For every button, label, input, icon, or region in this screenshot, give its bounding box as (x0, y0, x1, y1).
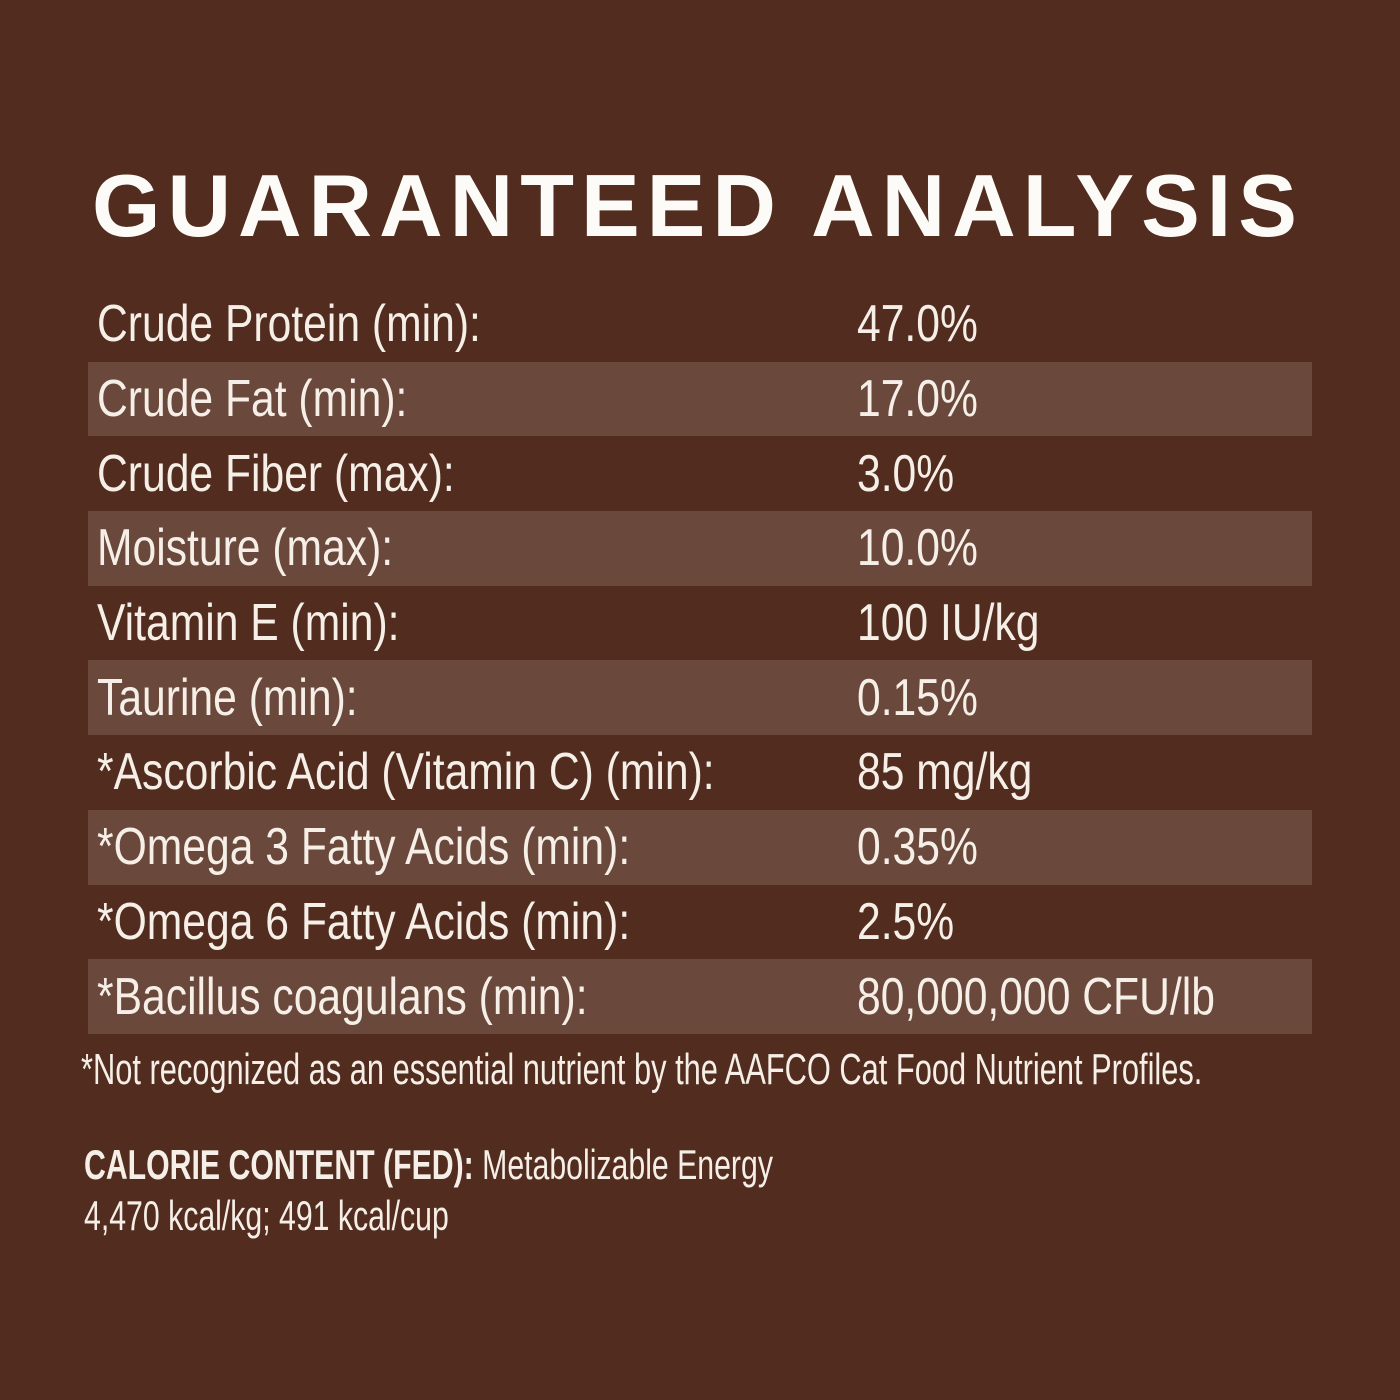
table-row (88, 362, 1312, 437)
nutrient-value: 0.35% (857, 818, 978, 877)
table-row (88, 885, 1312, 960)
nutrient-label: Crude Fat (min): (97, 370, 408, 429)
nutrient-label: *Bacillus coagulans (min): (97, 967, 588, 1026)
nutrient-label: *Omega 6 Fatty Acids (min): (97, 892, 631, 951)
table-row (88, 287, 1312, 362)
nutrient-value: 85 mg/kg (857, 743, 1033, 802)
nutrient-value: 2.5% (857, 892, 955, 951)
nutrient-value: 47.0% (857, 295, 978, 354)
table-row (88, 660, 1312, 735)
nutrient-label: Crude Protein (min): (97, 295, 481, 354)
nutrient-label: Moisture (max): (97, 519, 394, 578)
page-title: GUARANTEED ANALYSIS (92, 156, 1304, 255)
nutrient-value: 3.0% (857, 444, 955, 503)
nutrient-value: 10.0% (857, 519, 978, 578)
table-row (88, 586, 1312, 661)
nutrient-label: Crude Fiber (max): (97, 444, 455, 503)
footnote: *Not recognized as an essential nutrient by the AAFCO Cat Food Nutrient Profiles. (81, 1045, 1203, 1094)
nutrient-value: 80,000,000 CFU/lb (857, 967, 1215, 1026)
nutrient-label: Taurine (min): (97, 668, 358, 727)
nutrient-value: 100 IU/kg (857, 594, 1040, 653)
calorie-subheading: Metabolizable Energy (473, 1141, 773, 1188)
table-row (88, 436, 1312, 511)
table-row (88, 810, 1312, 885)
calorie-heading: CALORIE CONTENT (FED): (84, 1141, 474, 1188)
table-row (88, 511, 1312, 586)
nutrient-label: Vitamin E (min): (97, 594, 400, 653)
nutrient-value: 0.15% (857, 668, 978, 727)
calorie-values: 4,470 kcal/kg; 491 kcal/cup (84, 1192, 449, 1239)
nutrient-value: 17.0% (857, 370, 978, 429)
calorie-content-line (84, 1141, 773, 1189)
table-row (88, 735, 1312, 810)
nutrient-label: *Omega 3 Fatty Acids (min): (97, 818, 631, 877)
analysis-table (88, 287, 1312, 1034)
nutrient-label: *Ascorbic Acid (Vitamin C) (min): (97, 743, 715, 802)
table-row (88, 959, 1312, 1034)
